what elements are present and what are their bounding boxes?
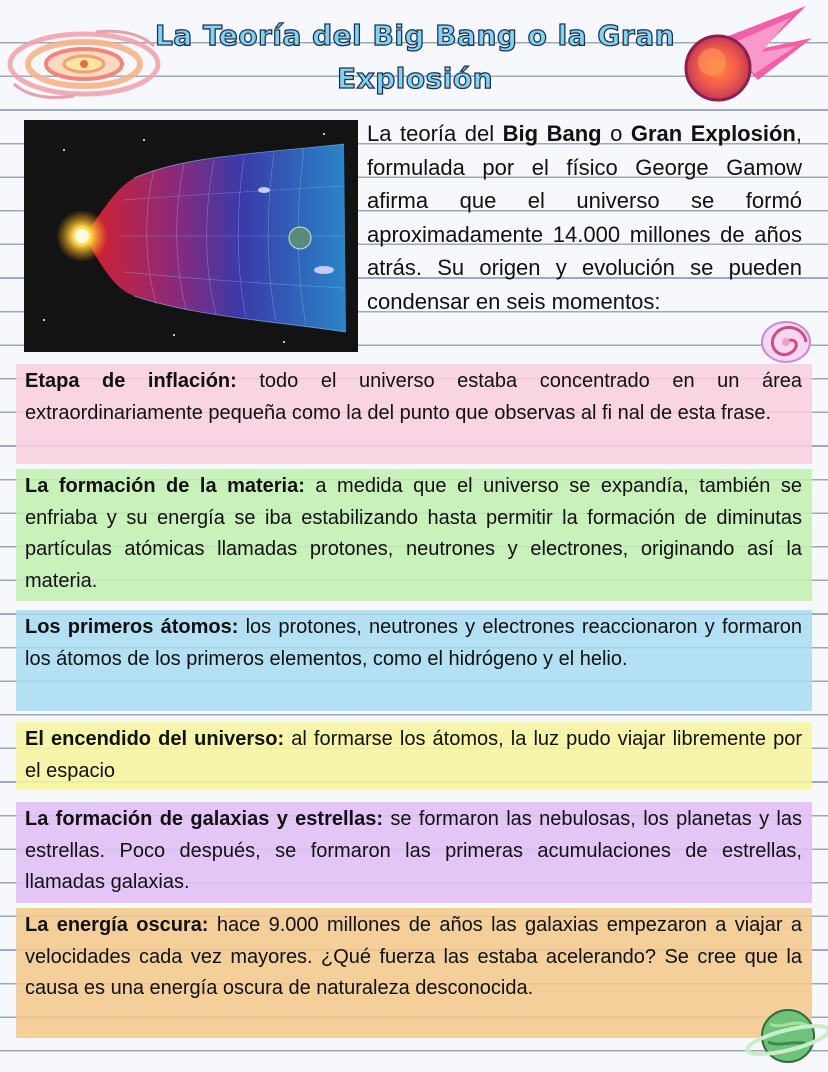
intro-paragraph: La teoría del Big Bang o Gran Explosión, formulada por el físico George Gamow afirma que el universo se formó aproximadamente 14.000 millones de años atrás. Su origen y evolución se pueden condensar en seis momentos: (367, 121, 802, 314)
stage-heading: La energía oscura: (25, 914, 209, 936)
stage-heading: La formación de la materia: (25, 475, 305, 497)
page-title: La Teoría del Big Bang o la Gran Explosión (154, 19, 676, 95)
stage-text: a medida que el universo se expandía, también se enfriaba y su energía se iba estabilizando hasta permitir la formación de diminutas partículas atómicas llamadas protones, neutrones y electrones, originando así la materia. (25, 475, 803, 592)
stage-text: se formaron las nebulosas, los planetas y las estrellas. Poco después, se formaron las primeras acumulaciones de estrellas, llamadas galaxias. (25, 808, 802, 893)
stage-heading: La formación de galaxias y estrellas: (25, 808, 383, 830)
stage-text: todo el universo estaba concentrado en un área extraordinariamente pequeña como la del punto que observas al fi nal de esta frase. (25, 370, 802, 424)
stage-galaxies-stars (16, 802, 812, 903)
nebula-swirl-icon (4, 24, 164, 104)
spiral-galaxy-icon (756, 316, 816, 368)
stage-universe-ignition (16, 722, 812, 790)
stage-text: hace 9.000 millones de años las galaxias empezaron a viajar a velocidades cada vez mayores. ¿Qué fuerza las estaba acelerando? Se cree que la causa es una energía oscura de naturaleza desconocida. (25, 914, 803, 999)
stage-text: los protones, neutrones y electrones reaccionaron y formaron los átomos de los primeros elementos, como el hidrógeno y el helio. (25, 616, 802, 670)
stage-text: al formarse los átomos, la luz pudo viajar libremente por el espacio (25, 728, 802, 782)
planet-icon (742, 1000, 828, 1068)
stage-heading: El encendido del universo: (25, 728, 285, 750)
stage-heading: Etapa de inflación: (25, 370, 237, 392)
stage-dark-energy (16, 908, 812, 1038)
stage-first-atoms (16, 610, 812, 711)
stage-inflation (16, 364, 812, 464)
big-bang-illustration (24, 120, 358, 352)
stage-heading: Los primeros átomos: (25, 616, 239, 638)
stage-matter-formation (16, 469, 812, 601)
comet-icon (678, 2, 814, 106)
